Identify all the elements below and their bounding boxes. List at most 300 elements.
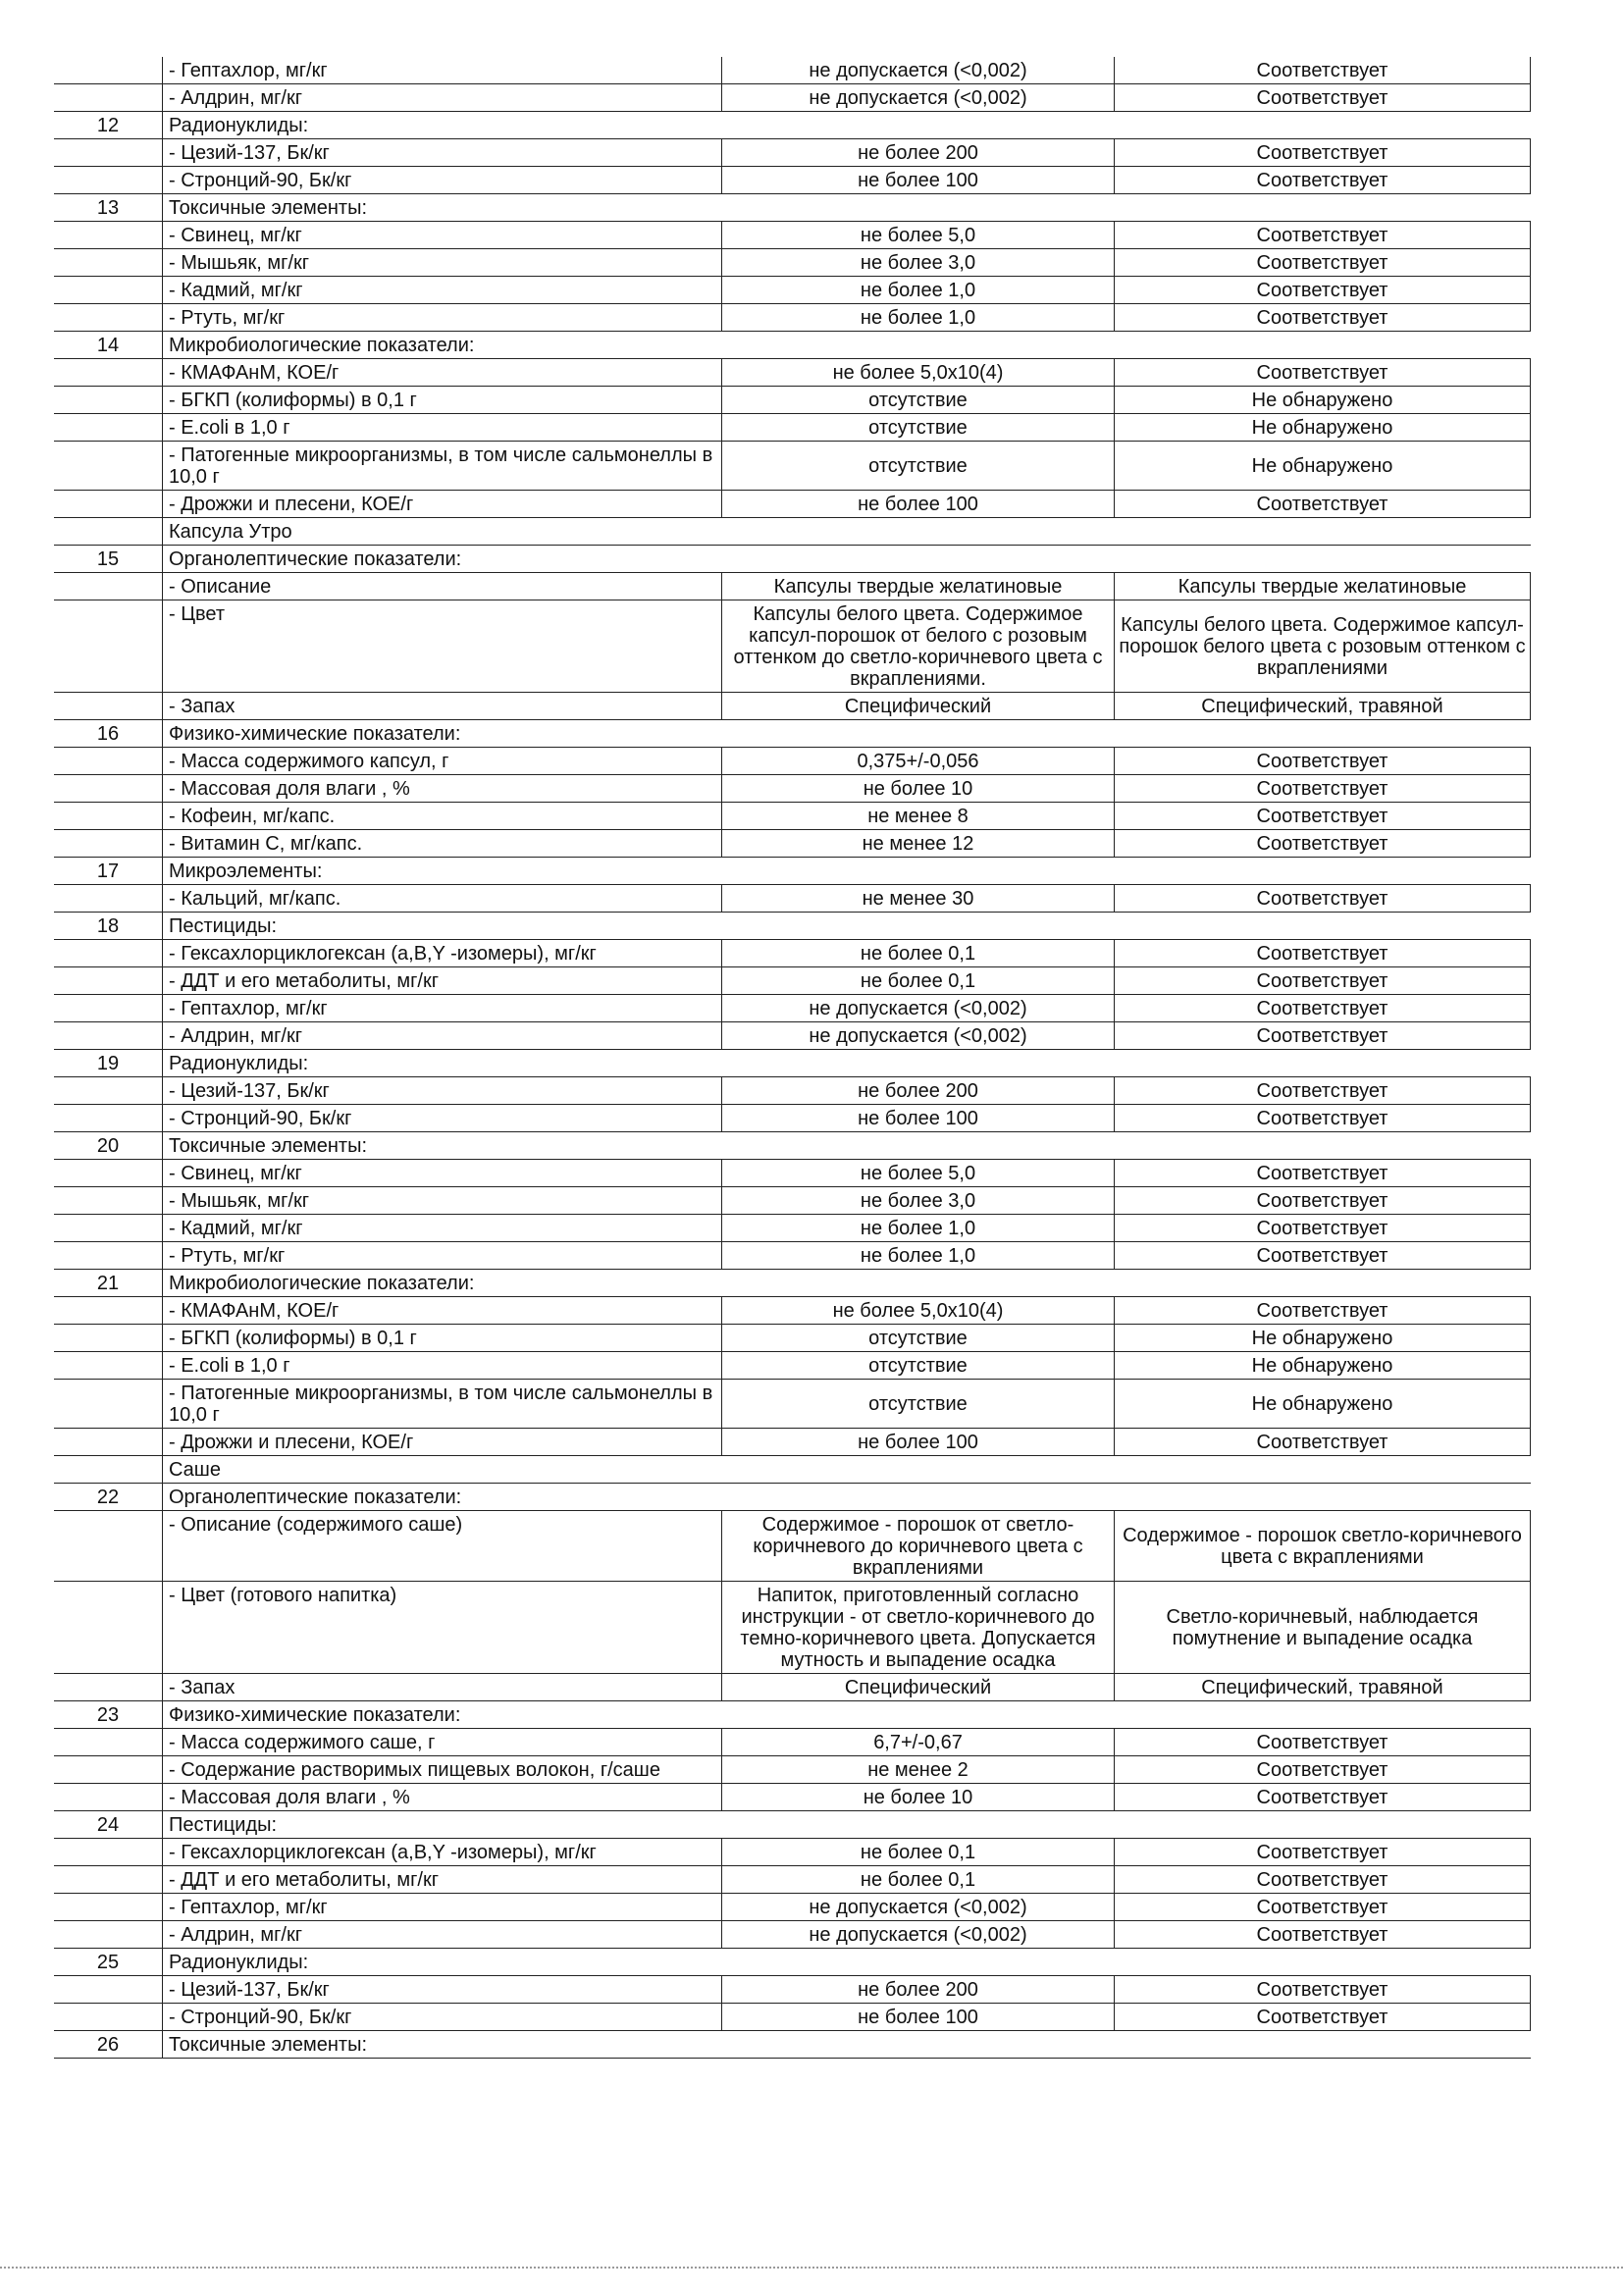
result-cell — [1114, 803, 1531, 829]
requirement-cell — [721, 139, 1114, 166]
requirement-value: не более 0,1 — [860, 943, 976, 965]
row-number — [54, 491, 162, 494]
row-number — [54, 600, 162, 603]
result-value: Не обнаружено — [1251, 1393, 1393, 1415]
row-number — [54, 1022, 162, 1025]
result-cell — [1114, 693, 1531, 719]
table-row — [54, 1894, 1531, 1921]
result-value: Не обнаружено — [1251, 1355, 1393, 1377]
requirement-value: 6,7+/-0,67 — [873, 1732, 963, 1753]
indicator-name: - БГКП (колиформы) в 0,1 г — [162, 387, 721, 413]
row-number: 20 — [96, 1135, 120, 1157]
row-number: 12 — [96, 115, 120, 136]
section-row — [54, 1456, 1531, 1484]
indicator-name: - Масса содержимого саше, г — [162, 1729, 721, 1755]
indicator-name: - Цезий-137, Бк/кг — [162, 139, 721, 166]
result-cell — [1114, 442, 1531, 490]
result-cell — [1114, 1866, 1531, 1893]
result-cell — [1114, 2004, 1531, 2030]
requirement-cell — [721, 995, 1114, 1021]
row-number — [54, 1242, 162, 1245]
result-cell — [1114, 1582, 1531, 1673]
table-row — [54, 442, 1531, 491]
result-cell — [1114, 600, 1531, 692]
result-value: Соответствует — [1256, 1432, 1388, 1453]
requirement-value: Специфический — [844, 1677, 992, 1698]
table-row — [54, 57, 1531, 84]
table-row — [54, 600, 1531, 693]
row-number — [54, 1380, 162, 1383]
table-row — [54, 1352, 1531, 1380]
table-row — [54, 830, 1531, 858]
row-number — [54, 1187, 162, 1190]
section-row — [54, 720, 1531, 748]
indicator-name: - Цвет (готового напитка) — [162, 1582, 721, 1673]
row-number — [54, 1839, 162, 1842]
row-number — [54, 748, 162, 751]
result-cell — [1114, 1077, 1531, 1104]
requirement-value: не более 5,0 — [860, 1163, 976, 1184]
result-cell — [1114, 573, 1531, 600]
requirement-cell — [721, 940, 1114, 966]
indicator-name: - Кадмий, мг/кг — [162, 277, 721, 303]
indicator-name: - Кофеин, мг/капс. — [162, 803, 721, 829]
row-number: 13 — [96, 197, 120, 219]
result-value: Не обнаружено — [1251, 1328, 1393, 1349]
row-number — [54, 1352, 162, 1355]
table-row — [54, 222, 1531, 249]
result-value: Соответствует — [1256, 1897, 1388, 1918]
requirement-cell — [721, 167, 1114, 193]
section-title: Микробиологические показатели: — [162, 1270, 1531, 1296]
table-row — [54, 359, 1531, 387]
result-cell — [1114, 830, 1531, 857]
result-cell — [1114, 1187, 1531, 1214]
section-row — [54, 1132, 1531, 1160]
result-value: Соответствует — [1256, 1190, 1388, 1212]
row-number — [54, 1105, 162, 1108]
row-number — [54, 967, 162, 970]
section-title: Пестициды: — [162, 1811, 1531, 1838]
requirement-value: отсутствие — [868, 1355, 968, 1377]
requirement-cell — [721, 1674, 1114, 1700]
result-value: Соответствует — [1256, 1979, 1388, 2001]
row-number — [54, 995, 162, 998]
indicator-name: - Масса содержимого капсул, г — [162, 748, 721, 774]
row-number — [54, 518, 162, 521]
requirement-value: отсутствие — [868, 1328, 968, 1349]
table-row — [54, 2004, 1531, 2031]
indicator-name: - Гексахлорциклогексан (a,B,Y -изомеры), мг/кг — [162, 940, 721, 966]
section-title: Физико-химические показатели: — [162, 720, 1531, 747]
indicator-name: - Витамин С, мг/капс. — [162, 830, 721, 857]
section-title: Пестициды: — [162, 913, 1531, 939]
section-title: Капсула Утро — [162, 518, 1531, 545]
row-number — [54, 885, 162, 888]
requirement-value: не более 100 — [858, 1108, 978, 1129]
result-cell — [1114, 84, 1531, 111]
table-row — [54, 1325, 1531, 1352]
result-value: Соответствует — [1256, 170, 1388, 191]
row-number — [54, 359, 162, 362]
result-cell — [1114, 995, 1531, 1021]
requirement-cell — [721, 967, 1114, 994]
result-cell — [1114, 885, 1531, 912]
requirement-value: Капсулы белого цвета. Содержимое капсул-порошок от белого с розовым оттенком до светло-коричневого цвета с вкраплениями. — [733, 603, 1103, 690]
row-number — [54, 1325, 162, 1328]
row-number — [54, 222, 162, 225]
indicator-name: - Патогенные микроорганизмы, в том числе сальмонеллы в 10,0 г — [162, 442, 721, 490]
result-value: Содержимое - порошок светло-коричневого цвета с вкраплениями — [1123, 1525, 1522, 1568]
requirement-cell — [721, 277, 1114, 303]
row-number — [54, 57, 162, 60]
table-row — [54, 1380, 1531, 1429]
requirement-value: Напиток, приготовленный согласно инструкции - от светло-коричневого до темно-коричневого цвета. Допускается мутность и выпадение осадка — [740, 1585, 1096, 1671]
indicator-name: - Гексахлорциклогексан (a,B,Y -изомеры), мг/кг — [162, 1839, 721, 1865]
requirement-value: не допускается (<0,002) — [809, 1924, 1027, 1946]
row-number — [54, 573, 162, 576]
section-title: Радионуклиды: — [162, 1949, 1531, 1975]
requirement-cell — [721, 600, 1114, 692]
row-number — [54, 1674, 162, 1677]
section-row — [54, 913, 1531, 940]
table-row — [54, 1215, 1531, 1242]
row-number — [54, 1582, 162, 1585]
row-number: 16 — [96, 723, 120, 745]
section-title: Токсичные элементы: — [162, 1132, 1531, 1159]
requirement-cell — [721, 2004, 1114, 2030]
row-number — [54, 940, 162, 943]
result-value: Соответствует — [1256, 1924, 1388, 1946]
result-value: Соответствует — [1256, 1787, 1388, 1808]
requirement-value: Капсулы твердые желатиновые — [773, 576, 1063, 598]
indicator-name: - Стронций-90, Бк/кг — [162, 2004, 721, 2030]
requirement-value: 0,375+/-0,056 — [857, 751, 979, 772]
row-number — [54, 830, 162, 833]
table-row — [54, 1729, 1531, 1756]
requirement-value: не допускается (<0,002) — [809, 60, 1027, 81]
requirement-value: не допускается (<0,002) — [809, 87, 1027, 109]
test-results-table — [54, 57, 1531, 2059]
result-cell — [1114, 222, 1531, 248]
table-row — [54, 1187, 1531, 1215]
requirement-value: не более 200 — [858, 1080, 978, 1102]
row-number: 24 — [96, 1814, 120, 1836]
indicator-name: - Массовая доля влаги , % — [162, 775, 721, 802]
row-number — [54, 1756, 162, 1759]
indicator-name: - ДДТ и его метаболиты, мг/кг — [162, 967, 721, 994]
requirement-value: не более 200 — [858, 1979, 978, 2001]
row-number — [54, 693, 162, 696]
requirement-cell — [721, 1582, 1114, 1673]
indicator-name: - ДДТ и его метаболиты, мг/кг — [162, 1866, 721, 1893]
result-value: Соответствует — [1256, 1869, 1388, 1891]
result-value: Не обнаружено — [1251, 417, 1393, 439]
indicator-name: - Дрожжи и плесени, КОЕ/г — [162, 1429, 721, 1455]
section-title: Саше — [162, 1456, 1531, 1483]
section-row — [54, 546, 1531, 573]
indicator-name: - Цвет — [162, 600, 721, 692]
requirement-cell — [721, 1784, 1114, 1810]
requirement-cell — [721, 885, 1114, 912]
indicator-name: - Гептахлор, мг/кг — [162, 1894, 721, 1920]
result-value: Соответствует — [1256, 60, 1388, 81]
table-row — [54, 277, 1531, 304]
indicator-name: - E.coli в 1,0 г — [162, 414, 721, 441]
row-number — [54, 1429, 162, 1432]
result-value: Соответствует — [1256, 833, 1388, 855]
table-row — [54, 1921, 1531, 1949]
section-row — [54, 518, 1531, 546]
table-row — [54, 304, 1531, 332]
indicator-name: - Мышьяк, мг/кг — [162, 1187, 721, 1214]
row-number: 18 — [96, 915, 120, 937]
result-value: Соответствует — [1256, 778, 1388, 800]
row-number: 23 — [96, 1704, 120, 1726]
result-cell — [1114, 359, 1531, 386]
section-title: Органолептические показатели: — [162, 546, 1531, 572]
table-row — [54, 1022, 1531, 1050]
result-value: Соответствует — [1256, 362, 1388, 384]
table-row — [54, 249, 1531, 277]
result-cell — [1114, 277, 1531, 303]
result-cell — [1114, 1729, 1531, 1755]
result-cell — [1114, 1921, 1531, 1948]
result-value: Не обнаружено — [1251, 455, 1393, 477]
section-row — [54, 1949, 1531, 1976]
requirement-cell — [721, 491, 1114, 517]
result-cell — [1114, 1105, 1531, 1131]
requirement-cell — [721, 1242, 1114, 1269]
table-row — [54, 940, 1531, 967]
indicator-name: - Ртуть, мг/кг — [162, 304, 721, 331]
result-value: Соответствует — [1256, 494, 1388, 515]
indicator-name: - Алдрин, мг/кг — [162, 84, 721, 111]
table-row — [54, 1976, 1531, 2004]
requirement-cell — [721, 1429, 1114, 1455]
result-cell — [1114, 1380, 1531, 1428]
requirement-value: отсутствие — [868, 455, 968, 477]
row-number — [54, 277, 162, 280]
row-number — [54, 2004, 162, 2007]
table-row — [54, 1160, 1531, 1187]
table-row — [54, 491, 1531, 518]
requirement-cell — [721, 1756, 1114, 1783]
table-row — [54, 775, 1531, 803]
requirement-cell — [721, 1105, 1114, 1131]
row-number — [54, 84, 162, 87]
result-cell — [1114, 1756, 1531, 1783]
result-cell — [1114, 1297, 1531, 1324]
result-cell — [1114, 57, 1531, 83]
requirement-cell — [721, 1325, 1114, 1351]
requirement-cell — [721, 1380, 1114, 1428]
result-value: Соответствует — [1256, 943, 1388, 965]
row-number: 15 — [96, 548, 120, 570]
requirement-value: не более 1,0 — [860, 307, 976, 329]
requirement-value: не более 200 — [858, 142, 978, 164]
result-cell — [1114, 1839, 1531, 1865]
indicator-name: - Свинец, мг/кг — [162, 1160, 721, 1186]
table-row — [54, 1105, 1531, 1132]
row-number — [54, 1894, 162, 1897]
row-number: 19 — [96, 1053, 120, 1074]
section-row — [54, 858, 1531, 885]
result-value: Соответствует — [1256, 806, 1388, 827]
requirement-cell — [721, 693, 1114, 719]
requirement-cell — [721, 1352, 1114, 1379]
row-number — [54, 1160, 162, 1163]
section-title: Радионуклиды: — [162, 1050, 1531, 1076]
requirement-cell — [721, 830, 1114, 857]
result-value: Соответствует — [1256, 252, 1388, 274]
result-cell — [1114, 1325, 1531, 1351]
result-cell — [1114, 748, 1531, 774]
row-number — [54, 803, 162, 806]
result-value: Соответствует — [1256, 1245, 1388, 1267]
row-number — [54, 1077, 162, 1080]
result-cell — [1114, 387, 1531, 413]
indicator-name: - Алдрин, мг/кг — [162, 1921, 721, 1948]
result-cell — [1114, 1894, 1531, 1920]
row-number — [54, 139, 162, 142]
result-value: Соответствует — [1256, 1218, 1388, 1239]
section-title: Токсичные элементы: — [162, 194, 1531, 221]
table-row — [54, 1756, 1531, 1784]
result-value: Капсулы белого цвета. Содержимое капсул-порошок белого цвета с розовым оттенком с вкраплениями — [1119, 614, 1526, 679]
requirement-cell — [721, 1866, 1114, 1893]
table-row — [54, 748, 1531, 775]
section-title: Физико-химические показатели: — [162, 1701, 1531, 1728]
requirement-value: отсутствие — [868, 1393, 968, 1415]
result-cell — [1114, 940, 1531, 966]
table-row — [54, 414, 1531, 442]
result-value: Соответствует — [1256, 1300, 1388, 1322]
requirement-cell — [721, 222, 1114, 248]
indicator-name: - КМАФАнМ, КОЕ/г — [162, 359, 721, 386]
requirement-cell — [721, 1187, 1114, 1214]
row-number — [54, 1866, 162, 1869]
requirement-cell — [721, 414, 1114, 441]
result-value: Соответствует — [1256, 87, 1388, 109]
result-cell — [1114, 1976, 1531, 2003]
indicator-name: - Гептахлор, мг/кг — [162, 57, 721, 83]
row-number — [54, 167, 162, 170]
table-row — [54, 803, 1531, 830]
result-cell — [1114, 967, 1531, 994]
row-number — [54, 442, 162, 444]
table-row — [54, 1242, 1531, 1270]
row-number — [54, 387, 162, 390]
table-row — [54, 1582, 1531, 1674]
row-number: 17 — [96, 861, 120, 882]
result-value: Соответствует — [1256, 142, 1388, 164]
result-cell — [1114, 1429, 1531, 1455]
requirement-cell — [721, 573, 1114, 600]
result-cell — [1114, 1160, 1531, 1186]
requirement-cell — [721, 1729, 1114, 1755]
table-row — [54, 1297, 1531, 1325]
requirement-value: не допускается (<0,002) — [809, 1897, 1027, 1918]
row-number: 21 — [96, 1273, 120, 1294]
indicator-name: - E.coli в 1,0 г — [162, 1352, 721, 1379]
page-bottom-divider — [0, 2267, 1623, 2269]
indicator-name: - Цезий-137, Бк/кг — [162, 1077, 721, 1104]
table-row — [54, 1429, 1531, 1456]
requirement-value: не более 5,0 — [860, 225, 976, 246]
result-value: Соответствует — [1256, 751, 1388, 772]
table-row — [54, 167, 1531, 194]
result-cell — [1114, 1215, 1531, 1241]
requirement-cell — [721, 304, 1114, 331]
indicator-name: - Стронций-90, Бк/кг — [162, 1105, 721, 1131]
requirement-cell — [721, 1160, 1114, 1186]
requirement-value: не более 100 — [858, 170, 978, 191]
result-cell — [1114, 1242, 1531, 1269]
result-value: Соответствует — [1256, 1025, 1388, 1047]
result-value: Специфический, травяной — [1201, 1677, 1443, 1698]
requirement-value: не более 0,1 — [860, 970, 976, 992]
requirement-cell — [721, 1297, 1114, 1324]
requirement-cell — [721, 387, 1114, 413]
requirement-value: не более 0,1 — [860, 1842, 976, 1863]
result-cell — [1114, 1784, 1531, 1810]
requirement-cell — [721, 775, 1114, 802]
requirement-value: не более 1,0 — [860, 1245, 976, 1267]
requirement-value: отсутствие — [868, 417, 968, 439]
section-row — [54, 194, 1531, 222]
indicator-name: - Запах — [162, 1674, 721, 1700]
requirement-cell — [721, 1894, 1114, 1920]
requirement-cell — [721, 1976, 1114, 2003]
requirement-value: Специфический — [844, 696, 992, 717]
indicator-name: - Стронций-90, Бк/кг — [162, 167, 721, 193]
result-value: Не обнаружено — [1251, 390, 1393, 411]
result-value: Соответствует — [1256, 225, 1388, 246]
table-row — [54, 1866, 1531, 1894]
requirement-value: не более 5,0x10(4) — [832, 1300, 1004, 1322]
row-number — [54, 1456, 162, 1459]
table-row — [54, 1839, 1531, 1866]
table-row — [54, 1511, 1531, 1582]
section-title: Токсичные элементы: — [162, 2031, 1531, 2058]
table-row — [54, 1674, 1531, 1701]
indicator-name: - Дрожжи и плесени, КОЕ/г — [162, 491, 721, 517]
requirement-value: не более 10 — [863, 1787, 973, 1808]
row-number — [54, 1976, 162, 1979]
table-row — [54, 967, 1531, 995]
requirement-value: не допускается (<0,002) — [809, 1025, 1027, 1047]
result-cell — [1114, 775, 1531, 802]
row-number — [54, 304, 162, 307]
row-number — [54, 1297, 162, 1300]
row-number — [54, 249, 162, 252]
requirement-value: не более 1,0 — [860, 1218, 976, 1239]
table-row — [54, 1077, 1531, 1105]
result-value: Соответствует — [1256, 1732, 1388, 1753]
table-row — [54, 84, 1531, 112]
result-value: Соответствует — [1256, 1108, 1388, 1129]
row-number — [54, 1511, 162, 1514]
requirement-value: не менее 30 — [862, 888, 974, 910]
indicator-name: - Свинец, мг/кг — [162, 222, 721, 248]
indicator-name: - Ртуть, мг/кг — [162, 1242, 721, 1269]
result-value: Светло-коричневый, наблюдается помутнение и выпадение осадка — [1166, 1606, 1479, 1649]
result-cell — [1114, 491, 1531, 517]
requirement-value: не более 10 — [863, 778, 973, 800]
requirement-cell — [721, 1022, 1114, 1049]
indicator-name: - Массовая доля влаги , % — [162, 1784, 721, 1810]
